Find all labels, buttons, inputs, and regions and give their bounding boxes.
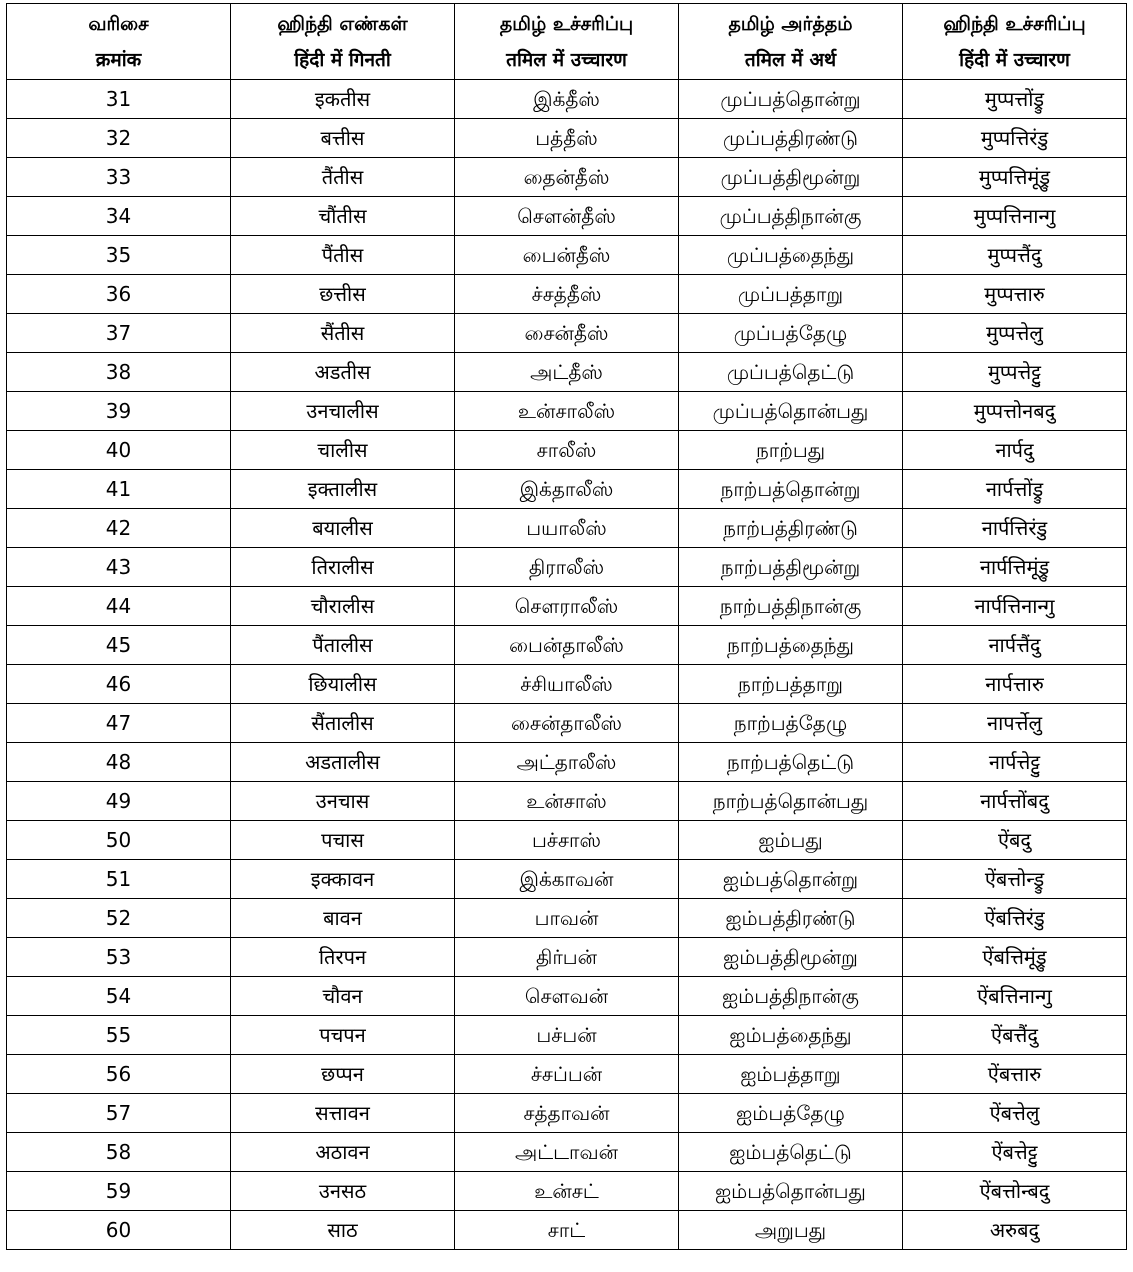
hindi-number-cell: सैंतालीस (231, 704, 455, 743)
serial-number-cell: 47 (7, 704, 231, 743)
hindi-number-cell: बत्तीस (231, 119, 455, 158)
hindi-number-cell: उनसठ (231, 1172, 455, 1211)
hindi-number-cell: चौरालीस (231, 587, 455, 626)
tamil-meaning-cell: நாற்பத்தெட்டு (679, 743, 903, 782)
tamil-pronunciation-cell: திராலீஸ் (455, 548, 679, 587)
table-row (7, 431, 1127, 470)
serial-number-cell: 38 (7, 353, 231, 392)
hindi-pronunciation-cell: नार्पत्तिनान्गु (903, 587, 1127, 626)
hindi-pronunciation-cell: ऐंबत्तिरंडु (903, 899, 1127, 938)
serial-number-cell: 32 (7, 119, 231, 158)
hindi-pronunciation-cell: नार्पत्तोंबदु (903, 782, 1127, 821)
hindi-number-cell: चौवन (231, 977, 455, 1016)
hindi-pronunciation-cell: ऐंबत्तेलु (903, 1094, 1127, 1133)
hindi-number-cell: अडतीस (231, 353, 455, 392)
hindi-number-cell: अठावन (231, 1133, 455, 1172)
tamil-meaning-cell: முப்பத்தொன்பது (679, 392, 903, 431)
header-tamil-meaning (679, 4, 903, 80)
serial-number-cell: 40 (7, 431, 231, 470)
tamil-meaning-cell: அறுபது (679, 1211, 903, 1250)
serial-number-cell: 37 (7, 314, 231, 353)
table-row (7, 587, 1127, 626)
table-row (7, 743, 1127, 782)
serial-number-cell: 43 (7, 548, 231, 587)
tamil-meaning-cell: நாற்பத்தொன்பது (679, 782, 903, 821)
hindi-number-cell: पैंतालीस (231, 626, 455, 665)
hindi-number-cell: छप्पन (231, 1055, 455, 1094)
serial-number-cell: 31 (7, 80, 231, 119)
table-row (7, 236, 1127, 275)
table-row (7, 665, 1127, 704)
tamil-meaning-cell: முப்பத்திமூன்று (679, 158, 903, 197)
table-row (7, 1133, 1127, 1172)
hindi-pronunciation-cell: ऐंबत्तैंदु (903, 1016, 1127, 1055)
hindi-pronunciation-cell: ऐंबत्तिमूंड्रु (903, 938, 1127, 977)
hindi-pronunciation-cell: ऐंबत्तारु (903, 1055, 1127, 1094)
table-row (7, 938, 1127, 977)
tamil-meaning-cell: ஐம்பத்தேழு (679, 1094, 903, 1133)
hindi-pronunciation-cell: नार्पत्तिरंडु (903, 509, 1127, 548)
table-body (7, 80, 1127, 1250)
table-row (7, 704, 1127, 743)
tamil-pronunciation-cell: தைன்தீஸ் (455, 158, 679, 197)
serial-number-cell: 59 (7, 1172, 231, 1211)
tamil-meaning-cell: நாற்பத்தைந்து (679, 626, 903, 665)
hindi-pronunciation-cell: नार्पदु (903, 431, 1127, 470)
table-row (7, 275, 1127, 314)
hindi-number-cell: छियालीस (231, 665, 455, 704)
tamil-meaning-cell: நாற்பத்திநான்கு (679, 587, 903, 626)
table-row (7, 1172, 1127, 1211)
tamil-pronunciation-cell: சௌவன் (455, 977, 679, 1016)
hindi-pronunciation-cell: मुप्पत्तैंदु (903, 236, 1127, 275)
hindi-pronunciation-cell: मुप्पत्तिरंडु (903, 119, 1127, 158)
tamil-pronunciation-cell: அட்டாவன் (455, 1133, 679, 1172)
header-line-hindi: हिंदी में गिनती (294, 48, 391, 71)
hindi-pronunciation-cell: नापर्त्तेलु (903, 704, 1127, 743)
tamil-meaning-cell: ஐம்பத்தெட்டு (679, 1133, 903, 1172)
table-row (7, 548, 1127, 587)
serial-number-cell: 33 (7, 158, 231, 197)
hindi-pronunciation-cell: नार्पत्तारु (903, 665, 1127, 704)
tamil-pronunciation-cell: பயாலீஸ் (455, 509, 679, 548)
number-table-container (6, 3, 1127, 1250)
tamil-pronunciation-cell: உன்சாலீஸ் (455, 392, 679, 431)
tamil-pronunciation-cell: ச்சத்தீஸ் (455, 275, 679, 314)
header-line-tamil: தமிழ் உச்சரிப்பு (499, 12, 634, 35)
table-row (7, 158, 1127, 197)
tamil-pronunciation-cell: சத்தாவன் (455, 1094, 679, 1133)
tamil-pronunciation-cell: அட்தாலீஸ் (455, 743, 679, 782)
table-row (7, 353, 1127, 392)
header-serial-number (7, 4, 231, 80)
tamil-pronunciation-cell: இக்காவன் (455, 860, 679, 899)
tamil-pronunciation-cell: உன்சாஸ் (455, 782, 679, 821)
tamil-pronunciation-cell: இக்தாலீஸ் (455, 470, 679, 509)
hindi-number-cell: पैंतीस (231, 236, 455, 275)
table-row (7, 1094, 1127, 1133)
header-line-hindi: तमिल में अर्थ (744, 48, 837, 71)
hindi-number-cell: इकतीस (231, 80, 455, 119)
header-line-tamil: ஹிந்தி எண்கள் (277, 12, 408, 35)
hindi-pronunciation-cell: नार्पत्तैंदु (903, 626, 1127, 665)
header-row (7, 4, 1127, 80)
header-hindi-numbers (231, 4, 455, 80)
header-tamil-pronunciation (455, 4, 679, 80)
hindi-number-cell: इक्कावन (231, 860, 455, 899)
header-line-hindi: हिंदी में उच्चारण (959, 48, 1070, 71)
tamil-pronunciation-cell: பைன்தாலீஸ் (455, 626, 679, 665)
serial-number-cell: 35 (7, 236, 231, 275)
hindi-pronunciation-cell: मुप्पत्तिमूंड्रु (903, 158, 1127, 197)
hindi-number-cell: उनचालीस (231, 392, 455, 431)
tamil-pronunciation-cell: இக்தீஸ் (455, 80, 679, 119)
serial-number-cell: 55 (7, 1016, 231, 1055)
header-line-hindi: क्रमांक (95, 48, 142, 71)
hindi-pronunciation-cell: ऐंबत्तोन्बदु (903, 1172, 1127, 1211)
hindi-pronunciation-cell: मुप्पत्तोनबदु (903, 392, 1127, 431)
tamil-pronunciation-cell: சாட் (455, 1211, 679, 1250)
header-line-tamil: ஹிந்தி உச்சரிப்பு (943, 12, 1086, 35)
tamil-pronunciation-cell: சைன்தாலீஸ் (455, 704, 679, 743)
serial-number-cell: 49 (7, 782, 231, 821)
hindi-tamil-number-table (6, 3, 1127, 1250)
tamil-meaning-cell: நாற்பத்திமூன்று (679, 548, 903, 587)
serial-number-cell: 58 (7, 1133, 231, 1172)
hindi-number-cell: बयालीस (231, 509, 455, 548)
hindi-pronunciation-cell: नार्पत्तिमूंड्रु (903, 548, 1127, 587)
serial-number-cell: 46 (7, 665, 231, 704)
tamil-meaning-cell: ஐம்பத்தைந்து (679, 1016, 903, 1055)
serial-number-cell: 41 (7, 470, 231, 509)
tamil-meaning-cell: நாற்பத்திரண்டு (679, 509, 903, 548)
tamil-meaning-cell: நாற்பத்தொன்று (679, 470, 903, 509)
serial-number-cell: 56 (7, 1055, 231, 1094)
tamil-meaning-cell: முப்பத்தேழு (679, 314, 903, 353)
serial-number-cell: 54 (7, 977, 231, 1016)
tamil-meaning-cell: ஐம்பத்திமூன்று (679, 938, 903, 977)
hindi-number-cell: तिरालीस (231, 548, 455, 587)
header-line-tamil: தமிழ் அர்த்தம் (728, 12, 853, 35)
hindi-number-cell: चालीस (231, 431, 455, 470)
hindi-pronunciation-cell: ऐंबदु (903, 821, 1127, 860)
header-line-tamil: வரிசை (88, 12, 149, 35)
serial-number-cell: 50 (7, 821, 231, 860)
tamil-pronunciation-cell: திர்பன் (455, 938, 679, 977)
table-row (7, 899, 1127, 938)
hindi-number-cell: पचपन (231, 1016, 455, 1055)
serial-number-cell: 51 (7, 860, 231, 899)
hindi-pronunciation-cell: मुप्पत्तेलु (903, 314, 1127, 353)
tamil-pronunciation-cell: பாவன் (455, 899, 679, 938)
serial-number-cell: 36 (7, 275, 231, 314)
header-line-hindi: तमिल में उच्चारण (506, 48, 627, 71)
table-row (7, 1211, 1127, 1250)
hindi-pronunciation-cell: ऐंबत्तेट्टु (903, 1133, 1127, 1172)
hindi-number-cell: उनचास (231, 782, 455, 821)
tamil-pronunciation-cell: பச்பன் (455, 1016, 679, 1055)
tamil-meaning-cell: முப்பத்திநான்கு (679, 197, 903, 236)
hindi-pronunciation-cell: अरुबदु (903, 1211, 1127, 1250)
tamil-pronunciation-cell: அட்தீஸ் (455, 353, 679, 392)
tamil-meaning-cell: முப்பத்தாறு (679, 275, 903, 314)
tamil-pronunciation-cell: பைன்தீஸ் (455, 236, 679, 275)
tamil-meaning-cell: ஐம்பத்திரண்டு (679, 899, 903, 938)
serial-number-cell: 42 (7, 509, 231, 548)
tamil-pronunciation-cell: உன்சட் (455, 1172, 679, 1211)
hindi-number-cell: साठ (231, 1211, 455, 1250)
tamil-pronunciation-cell: சௌராலீஸ் (455, 587, 679, 626)
tamil-meaning-cell: முப்பத்திரண்டு (679, 119, 903, 158)
table-row (7, 1016, 1127, 1055)
hindi-number-cell: तिरपन (231, 938, 455, 977)
table-row (7, 977, 1127, 1016)
table-row (7, 314, 1127, 353)
hindi-number-cell: इक्तालीस (231, 470, 455, 509)
table-row (7, 860, 1127, 899)
tamil-meaning-cell: ஐம்பத்தொன்று (679, 860, 903, 899)
tamil-pronunciation-cell: பச்சாஸ் (455, 821, 679, 860)
serial-number-cell: 60 (7, 1211, 231, 1250)
hindi-number-cell: अडतालीस (231, 743, 455, 782)
hindi-pronunciation-cell: मुप्पत्तारु (903, 275, 1127, 314)
serial-number-cell: 34 (7, 197, 231, 236)
hindi-pronunciation-cell: नार्पत्तेट्टु (903, 743, 1127, 782)
table-row (7, 197, 1127, 236)
table-row (7, 470, 1127, 509)
serial-number-cell: 44 (7, 587, 231, 626)
hindi-number-cell: चौंतीस (231, 197, 455, 236)
header-hindi-pronunciation (903, 4, 1127, 80)
tamil-meaning-cell: ஐம்பத்தாறு (679, 1055, 903, 1094)
table-row (7, 1055, 1127, 1094)
serial-number-cell: 48 (7, 743, 231, 782)
hindi-pronunciation-cell: ऐंबत्तिनान्गु (903, 977, 1127, 1016)
hindi-number-cell: छत्तीस (231, 275, 455, 314)
tamil-pronunciation-cell: சௌன்தீஸ் (455, 197, 679, 236)
serial-number-cell: 39 (7, 392, 231, 431)
tamil-pronunciation-cell: ச்சப்பன் (455, 1055, 679, 1094)
hindi-number-cell: तैंतीस (231, 158, 455, 197)
table-row (7, 626, 1127, 665)
tamil-pronunciation-cell: சாலீஸ் (455, 431, 679, 470)
table-row (7, 821, 1127, 860)
hindi-number-cell: सत्तावन (231, 1094, 455, 1133)
hindi-pronunciation-cell: मुप्पत्तोंड्रु (903, 80, 1127, 119)
tamil-meaning-cell: முப்பத்தெட்டு (679, 353, 903, 392)
serial-number-cell: 45 (7, 626, 231, 665)
serial-number-cell: 57 (7, 1094, 231, 1133)
tamil-meaning-cell: முப்பத்தைந்து (679, 236, 903, 275)
serial-number-cell: 52 (7, 899, 231, 938)
table-row (7, 509, 1127, 548)
tamil-meaning-cell: முப்பத்தொன்று (679, 80, 903, 119)
serial-number-cell: 53 (7, 938, 231, 977)
tamil-pronunciation-cell: ச்சியாலீஸ் (455, 665, 679, 704)
hindi-number-cell: पचास (231, 821, 455, 860)
table-row (7, 119, 1127, 158)
tamil-pronunciation-cell: பத்தீஸ் (455, 119, 679, 158)
tamil-meaning-cell: ஐம்பது (679, 821, 903, 860)
tamil-meaning-cell: நாற்பத்தேழு (679, 704, 903, 743)
tamil-meaning-cell: நாற்பது (679, 431, 903, 470)
table-row (7, 392, 1127, 431)
table-row (7, 782, 1127, 821)
tamil-meaning-cell: நாற்பத்தாறு (679, 665, 903, 704)
hindi-number-cell: बावन (231, 899, 455, 938)
hindi-pronunciation-cell: नार्पत्तोंड्रु (903, 470, 1127, 509)
hindi-pronunciation-cell: ऐंबत्तोन्ड्रु (903, 860, 1127, 899)
hindi-pronunciation-cell: मुप्पत्तेट्टु (903, 353, 1127, 392)
table-row (7, 80, 1127, 119)
hindi-pronunciation-cell: मुप्पत्तिनान्गु (903, 197, 1127, 236)
tamil-meaning-cell: ஐம்பத்தொன்பது (679, 1172, 903, 1211)
hindi-number-cell: सैंतीस (231, 314, 455, 353)
tamil-meaning-cell: ஐம்பத்திநான்கு (679, 977, 903, 1016)
tamil-pronunciation-cell: சைன்தீஸ் (455, 314, 679, 353)
